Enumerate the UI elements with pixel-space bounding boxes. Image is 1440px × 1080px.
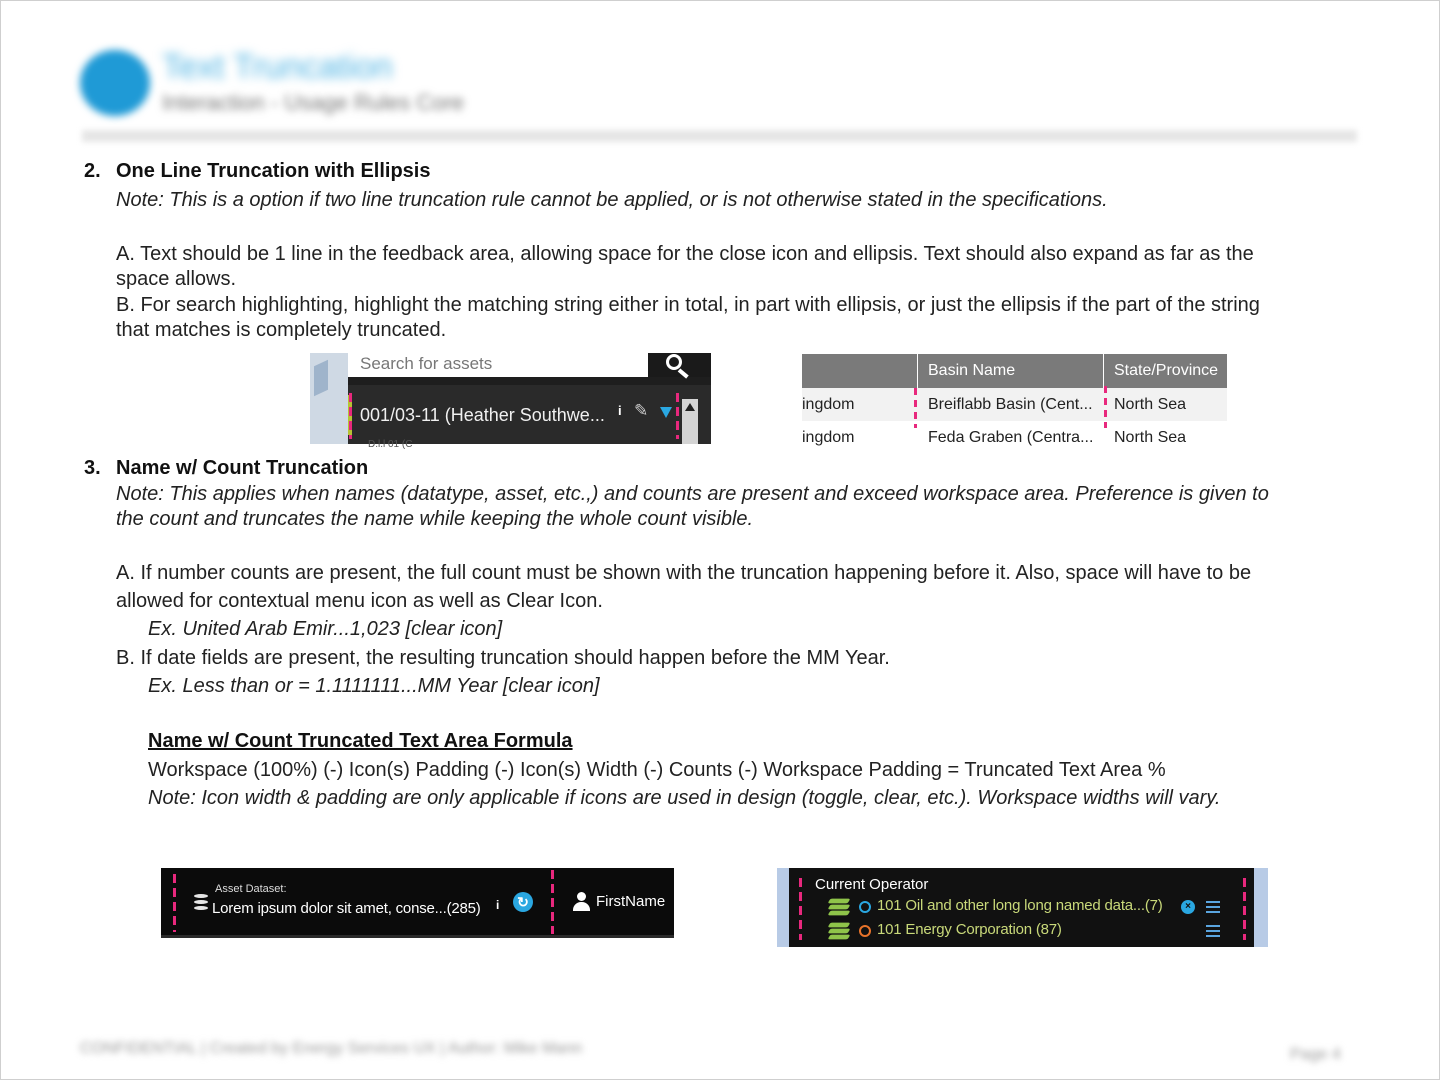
table-cell-state: North Sea — [1114, 396, 1187, 413]
section-2-b-line2: that matches is completely truncated. — [116, 319, 447, 341]
column-header-state-province[interactable]: State/Province — [1103, 354, 1227, 388]
section-2-number: 2. — [84, 160, 101, 182]
user-icon — [572, 892, 590, 912]
operator-status-icon — [859, 901, 871, 913]
section-3-title: Name w/ Count Truncation — [116, 457, 369, 479]
formula-title: Name w/ Count Truncated Text Area Formula — [148, 730, 573, 752]
asset-dataset-value[interactable]: Lorem ipsum dolor sit amet, conse...(285) — [212, 900, 481, 917]
refresh-icon[interactable]: ↻ — [513, 892, 533, 912]
truncation-marker-left — [799, 878, 802, 940]
search-result-text: 001/03-11 (Heather Southwe... — [360, 405, 605, 425]
search-button[interactable] — [648, 353, 711, 377]
section-2-a-line2: space allows. — [116, 268, 237, 290]
header-divider — [82, 130, 1357, 142]
section-2-note: Note: This is a option if two line truncation rule cannot be applied, or is not otherwise stated in the specifications. — [116, 189, 1108, 211]
operator-status-icon — [859, 925, 871, 937]
user-name[interactable]: FirstName — [596, 893, 666, 910]
section-3-a-example: Ex. United Arab Emir...1,023 [clear icon] — [148, 618, 503, 640]
search-input[interactable]: Search for assets — [348, 353, 648, 377]
section-3-b-example: Ex. Less than or = 1.1111111...MM Year [clear icon] — [148, 675, 600, 697]
menu-icon[interactable] — [1206, 901, 1220, 913]
map-background — [310, 353, 348, 444]
database-icon — [194, 894, 208, 912]
table-cell-basin: Breiflabb Basin (Cent... — [928, 396, 1093, 413]
section-2-b-line1: B. For search highlighting, highlight the matching string either in total, in part with ellipsis, or just the ellipsis if the part of the string — [116, 294, 1260, 316]
asset-dataset-label: Asset Dataset: — [215, 883, 287, 895]
column-header-basin-name[interactable]: Basin Name — [917, 354, 1103, 388]
table-cell-country: ingdom — [802, 429, 855, 446]
section-3-a-line1: A. If number counts are present, the full count must be shown with the truncation happening before it. Also, space will have to be — [116, 562, 1252, 584]
layers-icon — [829, 898, 851, 916]
formula-text: Workspace (100%) (-) Icon(s) Padding (-) Icon(s) Width (-) Counts (-) Workspace Padding = Truncated Text Area % — [148, 759, 1166, 781]
info-icon[interactable]: i — [618, 403, 622, 418]
pencil-icon[interactable]: ✎ — [634, 401, 649, 420]
table-cell-state: North Sea — [1114, 429, 1187, 446]
table-row[interactable] — [802, 388, 1227, 421]
truncation-marker-right — [676, 393, 679, 439]
page-number: Page 4 — [1290, 1046, 1341, 1063]
section-3-heading — [84, 457, 368, 480]
truncation-marker-left — [173, 874, 176, 932]
current-operator-title: Current Operator — [815, 876, 929, 893]
section-3-note-line2: the count and truncates the name while keeping the whole count visible. — [116, 508, 754, 530]
section-3-a-line2: allowed for contextual menu icon as well as Clear Icon. — [116, 590, 603, 612]
layers-icon — [829, 922, 851, 940]
truncation-marker-right — [1243, 878, 1246, 940]
dropdown-arrow-icon[interactable] — [660, 407, 672, 418]
column-header-blank[interactable] — [802, 354, 917, 388]
operator-row[interactable] — [829, 920, 1249, 942]
menu-icon[interactable] — [1206, 925, 1220, 937]
truncation-marker-left — [349, 393, 352, 439]
formula-note: Note: Icon width & padding are only applicable if icons are used in design (toggle, clear, etc.). Workspace widths will vary. — [148, 787, 1221, 809]
table-cell-country: ingdom — [802, 396, 855, 413]
next-result-text: D.l.l 01 (C — [368, 439, 413, 450]
operator-name: 101 Energy Corporation (87) — [877, 921, 1062, 938]
scrollbar[interactable] — [682, 399, 698, 444]
truncation-marker-left — [914, 388, 917, 428]
info-icon[interactable]: i — [496, 898, 500, 912]
truncation-marker-right — [551, 870, 554, 934]
table-cell-basin: Feda Graben (Centra... — [928, 429, 1094, 446]
current-operator-screenshot — [777, 868, 1268, 947]
page-title: Text Truncation — [162, 48, 393, 86]
table-header — [802, 354, 1227, 388]
current-operator-panel — [789, 868, 1254, 947]
section-2-heading — [84, 160, 430, 183]
clear-icon[interactable]: × — [1181, 900, 1195, 914]
asset-dataset-screenshot — [161, 868, 674, 938]
operator-name: 101 Oil and other long long named data...(7) — [877, 897, 1163, 914]
section-3-number: 3. — [84, 457, 101, 479]
section-3-b-line1: B. If date fields are present, the resulting truncation should happen before the MM Year. — [116, 647, 890, 669]
page-subtitle: Interaction - Usage Rules Core — [162, 90, 465, 115]
section-3-note-line1: Note: This applies when names (datatype, asset, etc.,) and counts are present and exceed workspace area. Preference is given to — [116, 483, 1269, 505]
footer-text: CONFIDENTIAL | Created by Energy Services UX | Author: Mike Mann — [80, 1040, 583, 1057]
truncation-marker-right — [1104, 386, 1107, 428]
operator-row[interactable] — [829, 896, 1249, 918]
table-row[interactable] — [802, 421, 1227, 454]
section-2-a-line1: A. Text should be 1 line in the feedback area, allowing space for the close icon and ellipsis. Text should also expand as far as the — [116, 243, 1254, 265]
section-2-title: One Line Truncation with Ellipsis — [116, 160, 431, 182]
search-result-item[interactable] — [348, 385, 711, 450]
company-logo — [80, 50, 150, 116]
table-example-screenshot — [802, 354, 1227, 448]
search-example-screenshot — [310, 353, 711, 450]
scroll-up-icon — [685, 403, 695, 411]
